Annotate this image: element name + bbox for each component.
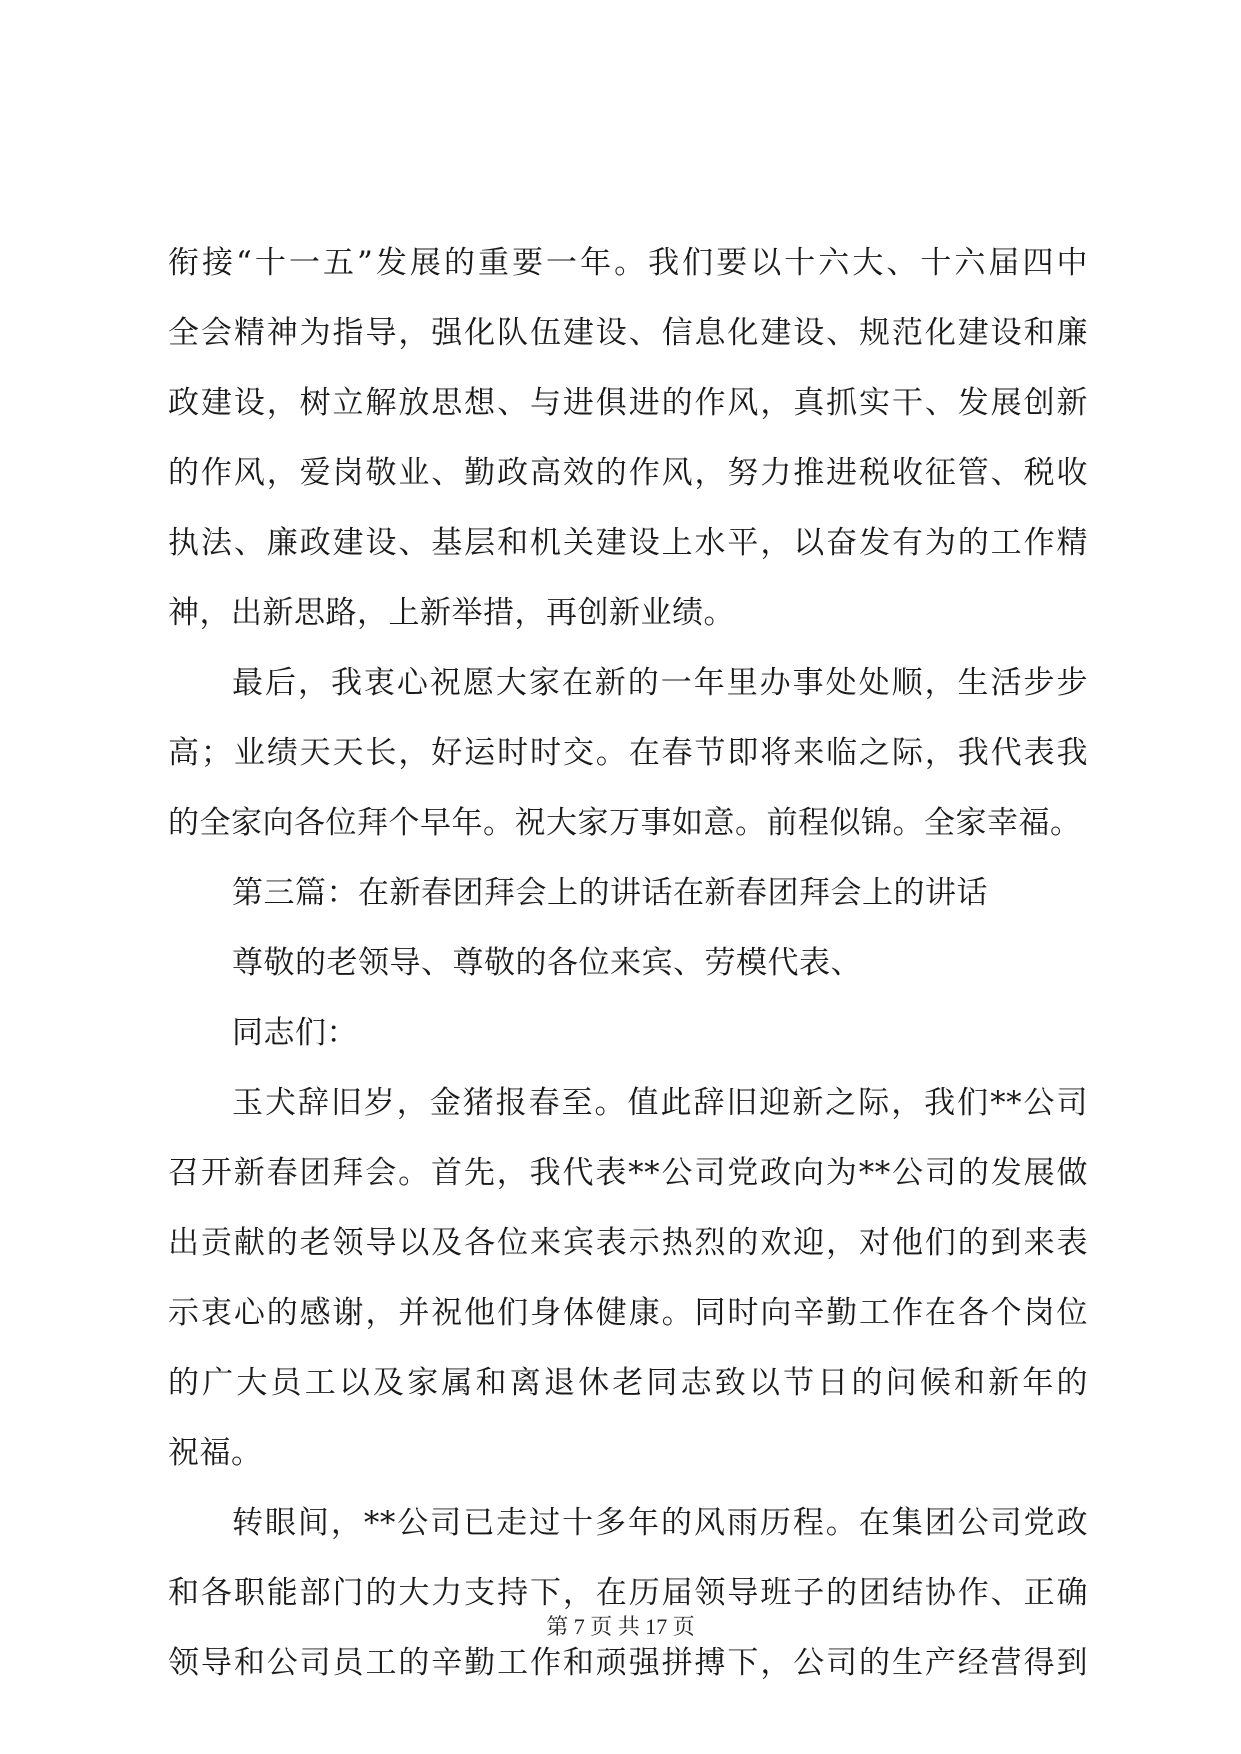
text-line: 全会精神为指导，强化队伍建设、信息化建设、规范化建设和廉: [168, 315, 1088, 351]
text-line: 尊敬的老领导、尊敬的各位来宾、劳模代表、: [232, 945, 862, 981]
text-line: 的全家向各位拜个早年。祝大家万事如意。前程似锦。全家幸福。: [168, 805, 1082, 841]
text-line: 转眼间，**公司已走过十多年的风雨历程。在集团公司党政: [232, 1505, 1088, 1541]
text-line: 高；业绩天天长，好运时时交。在春节即将来临之际，我代表我: [168, 735, 1088, 771]
text-line: 玉犬辞旧岁，金猪报春至。值此辞旧迎新之际，我们**公司: [232, 1085, 1088, 1121]
text-line: 衔接“十一五”发展的重要一年。我们要以十六大、十六届四中: [168, 245, 1088, 281]
page-footer: 第 7 页 共 17 页: [546, 1614, 695, 1639]
text-line: 的作风，爱岗敬业、勤政高效的作风，努力推进税收征管、税收: [168, 455, 1088, 491]
text-line: 出贡献的老领导以及各位来宾表示热烈的欢迎，对他们的到来表: [168, 1225, 1088, 1261]
text-line: 第三篇：在新春团拜会上的讲话在新春团拜会上的讲话: [232, 875, 988, 911]
text-line: 政建设，树立解放思想、与进俱进的作风，真抓实干、发展创新: [168, 385, 1088, 421]
text-line: 召开新春团拜会。首先，我代表**公司党政向为**公司的发展做: [168, 1155, 1088, 1191]
text-line: 示衷心的感谢，并祝他们身体健康。同时向辛勤工作在各个岗位: [168, 1295, 1088, 1331]
text-line: 祝福。: [168, 1435, 263, 1471]
text-line: 同志们：: [232, 1015, 358, 1051]
text-line: 领导和公司员工的辛勤工作和顽强拼搏下，公司的生产经营得到: [168, 1645, 1088, 1681]
text-line: 的广大员工以及家属和离退休老同志致以节日的问候和新年的: [168, 1365, 1088, 1401]
text-line: 执法、廉政建设、基层和机关建设上水平，以奋发有为的工作精: [168, 525, 1088, 561]
text-line: 最后，我衷心祝愿大家在新的一年里办事处处顺，生活步步: [232, 665, 1088, 701]
document-body: [168, 228, 1088, 1698]
text-line: 神，出新思路，上新举措，再创新业绩。: [168, 595, 735, 631]
text-line: 和各职能部门的大力支持下，在历届领导班子的团结协作、正确: [168, 1575, 1088, 1611]
